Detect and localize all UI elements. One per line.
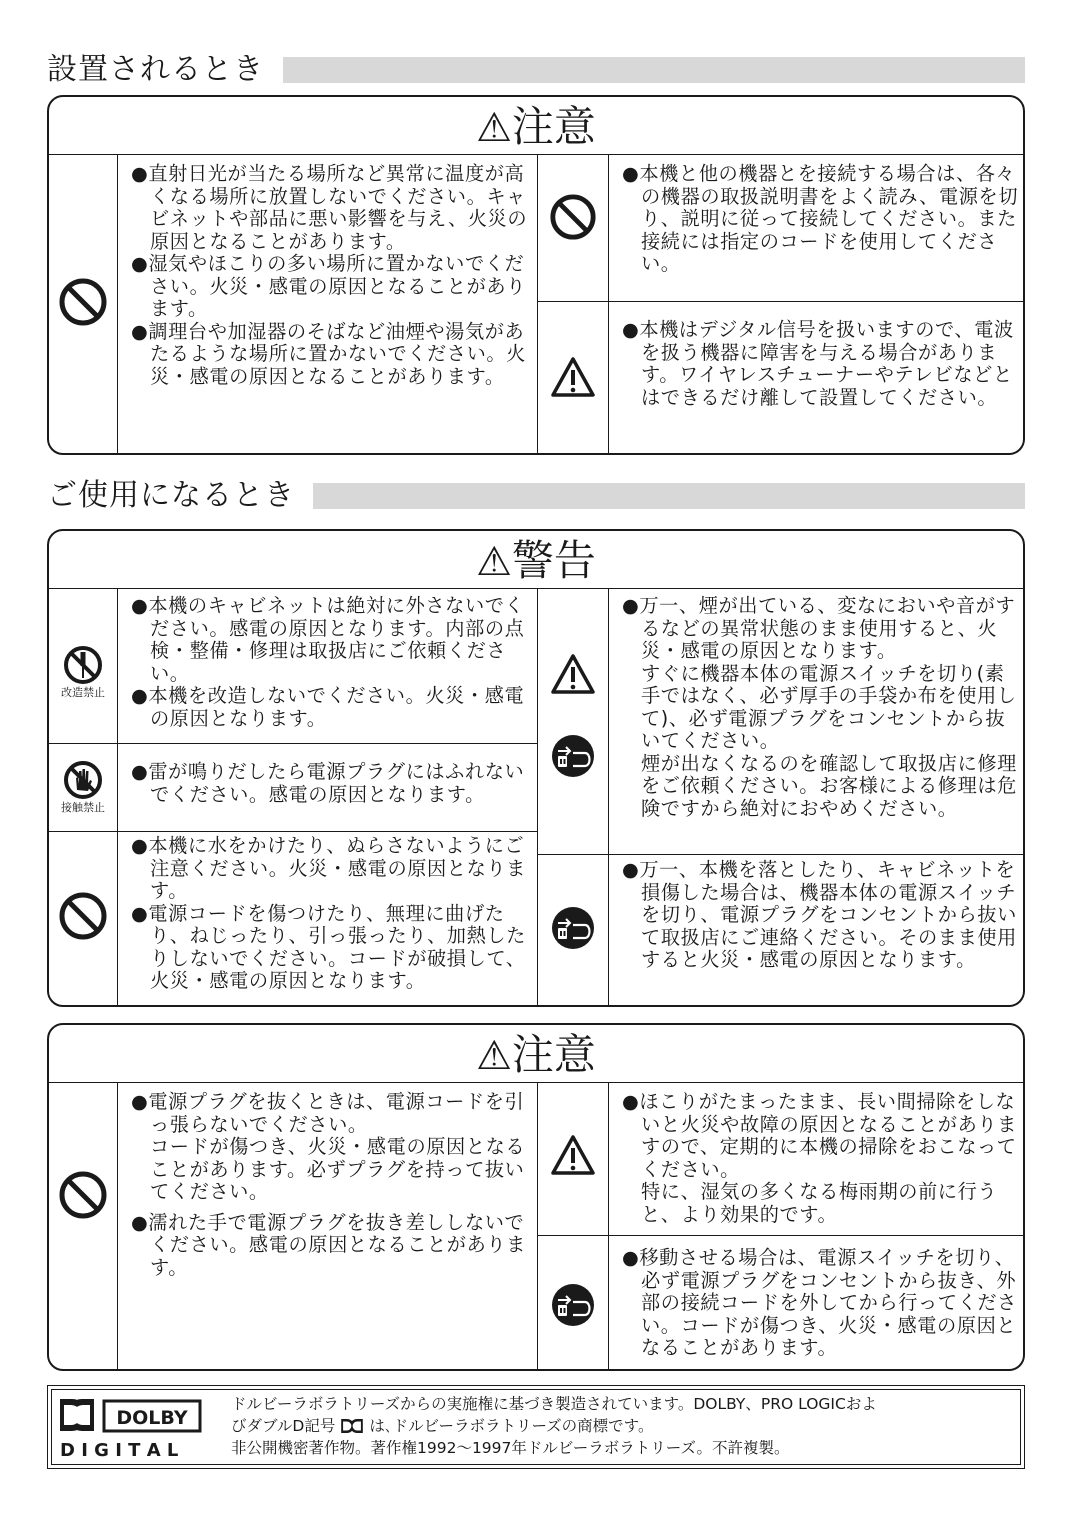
caution-text-right-top — [622, 1091, 1020, 1226]
divider — [49, 154, 1023, 155]
list-item: ●調理台や加湿器のそばなど油煙や湯気があたるような場所に置かないでください。火災・感電の原因となることがあります。 — [131, 319, 526, 388]
dolby-logo-digital: D I G I T A L — [60, 1440, 179, 1461]
list-item: ●本機と他の機器とを接続する場合は、各々の機器の取扱説明書をよく読み、電源を切り、説明に従って接続してください。また接続には指定のコードを使用してください。 — [622, 162, 1019, 275]
unplug-icon — [539, 731, 607, 781]
list-item: ●本機はデジタル信号を扱いますので、電波を扱う機器に障害を与える場合があります。ワイヤレスチューナーやテレビなどとはできるだけ離して設置してください。 — [622, 318, 1014, 409]
divider — [117, 1082, 118, 1369]
list-item: ●濡れた手で電源プラグを抜き差ししないでください。感電の原因となることがあります。 — [131, 1210, 526, 1279]
unplug-icon — [539, 903, 607, 953]
divider — [117, 588, 118, 1005]
notice-line-1: ドルビーラボラトリーズからの実施権に基づき製造されています。DOLBY、PRO LOGICおよ — [231, 1395, 877, 1413]
caution-text-right-top — [622, 163, 1020, 276]
divider — [49, 831, 537, 832]
warning-box-use — [47, 529, 1025, 1007]
divider — [608, 154, 609, 453]
divider — [537, 854, 1023, 855]
section-heading-use — [47, 476, 1025, 516]
divider — [537, 1235, 1023, 1236]
double-d-icon — [341, 1419, 363, 1433]
disassembly-prohibited-icon — [49, 636, 117, 708]
caution-text-left — [131, 163, 529, 388]
list-item: すぐに機器本体の電源スイッチを切り(素手ではなく、必ず厚手の手袋か布を使用して)、必ず電源プラグをコンセントから抜いてください。 — [641, 661, 1017, 752]
warning-text-right-2 — [622, 859, 1020, 972]
icon-label: 接触禁止 — [61, 800, 105, 814]
list-item: ●電源コードを傷つけたり、無理に曲げたり、ねじったり、引っ張ったり、加熱したりしないでください。コードが破損して、火災・感電の原因となります。 — [131, 901, 526, 992]
prohibition-icon — [539, 187, 607, 247]
icon-label: 改造禁止 — [61, 685, 105, 699]
notice-line-2a: びダブルD記号 — [231, 1417, 336, 1435]
box-title — [49, 1025, 1023, 1083]
notice-line-3: 非公開機密著作物。著作権1992～1997年ドルビーラボラトリーズ。不許複製。 — [231, 1439, 790, 1457]
warning-triangle-icon: ⚠ — [476, 539, 512, 585]
divider — [49, 743, 537, 744]
list-item: ●ほこりがたまったまま、長い間掃除をしないと火災や故障の原因となることがありますので、定期的に本機の掃除をおこなってください。 — [622, 1090, 1017, 1181]
list-item: ●本機に水をかけたり、ぬらさないようにご注意ください。火災・感電の原因となります。 — [131, 834, 526, 902]
section-heading-install — [47, 50, 1025, 90]
unplug-icon — [539, 1275, 607, 1335]
caution-text-right-bottom — [622, 319, 1020, 409]
warning-triangle-icon — [539, 649, 607, 699]
caution-text-left — [131, 1091, 529, 1279]
list-item: ●雷が鳴りだしたら電源プラグにはふれないでください。感電の原因となります。 — [131, 760, 525, 806]
caution-text-right-bottom — [622, 1247, 1020, 1360]
box-title-text: 警告 — [511, 536, 596, 585]
caution-box-install — [47, 95, 1025, 455]
divider — [117, 154, 118, 453]
divider — [608, 1082, 609, 1369]
warning-triangle-icon: ⚠ — [476, 1033, 512, 1079]
caution-box-use — [47, 1023, 1025, 1371]
warning-text-left-1 — [131, 595, 529, 730]
dolby-digital-logo — [60, 1395, 260, 1461]
list-item: ●直射日光が当たる場所など異常に温度が高くなる場所に放置しないでください。キャビネットや部品に悪い影響を与え、火災の原因となることがあります。 — [131, 162, 528, 253]
box-title — [49, 97, 1023, 155]
divider — [49, 588, 1023, 589]
list-item: ●電源プラグを抜くときは、電源コードを引っ張らないでください。 — [131, 1090, 525, 1136]
heading-bar — [313, 483, 1025, 509]
box-title-text: 注意 — [511, 1030, 596, 1079]
box-title — [49, 531, 1023, 589]
divider — [49, 1082, 1023, 1083]
list-item: ●万一、本機を落としたり、キャビネットを損傷した場合は、機器本体の電源スイッチを切り、電源プラグをコンセントから抜いて取扱店にご連絡ください。そのまま使用すると火災・感電の原因となります。 — [622, 858, 1017, 971]
warning-text-left-3 — [131, 835, 529, 993]
divider — [537, 588, 538, 1005]
notice-line-2 — [231, 1415, 1021, 1437]
divider — [537, 301, 1023, 302]
list-item: 煙が出なくなるのを確認して取扱店に修理をご依頼ください。お客様による修理は危険ですから絶対におやめください。 — [641, 751, 1017, 820]
dolby-logo-word: DOLBY — [116, 1407, 188, 1429]
prohibition-icon — [49, 267, 117, 337]
list-item: 特に、湿気の多くなる梅雨期の前に行うと、より効果的です。 — [641, 1180, 998, 1226]
section-heading-text: 設置されるとき — [47, 52, 264, 87]
prohibition-icon — [49, 886, 117, 946]
dolby-notice — [47, 1385, 1025, 1469]
warning-triangle-icon: ⚠ — [476, 105, 512, 151]
divider — [537, 1082, 538, 1369]
section-heading-text: ご使用になるとき — [47, 478, 295, 513]
list-item: ●移動させる場合は、電源スイッチを切り、必ず電源プラグをコンセントから抜き、外部の接続コードを外してから行ってください。コードが傷つき、火災・感電の原因となることがあります。 — [622, 1246, 1017, 1359]
list-item: ●本機を改造しないでください。火災・感電の原因となります。 — [131, 684, 525, 730]
dolby-notice-text — [231, 1393, 1021, 1459]
list-item: ●湿気やほこりの多い場所に置かないでください。火災・感電の原因となることがあります。 — [131, 252, 526, 320]
notice-line-2b: は､ドルビーラボラトリーズの商標です。 — [369, 1417, 654, 1435]
divider — [537, 154, 538, 453]
list-item: ●万一、煙が出ている、変なにおいや音がするなどの異常状態のまま使用すると、火災・感電の原因となります。 — [622, 594, 1016, 662]
divider — [608, 588, 609, 1005]
contact-prohibited-icon — [49, 747, 117, 827]
warning-text-left-2 — [131, 761, 529, 806]
warning-text-right-1 — [622, 595, 1020, 820]
list-item: コードが傷つき、火災・感電の原因となることがあります。必ずプラグを持って抜いてください。 — [150, 1135, 526, 1203]
box-title-text: 注意 — [511, 102, 596, 151]
heading-bar — [283, 57, 1025, 83]
warning-triangle-icon — [539, 1125, 607, 1185]
warning-triangle-icon — [539, 347, 607, 407]
prohibition-icon — [49, 1165, 117, 1225]
list-item: ●本機のキャビネットは絶対に外さないでください。感電の原因となります。内部の点検・整備・修理は取扱店にご依頼ください。 — [131, 594, 525, 685]
